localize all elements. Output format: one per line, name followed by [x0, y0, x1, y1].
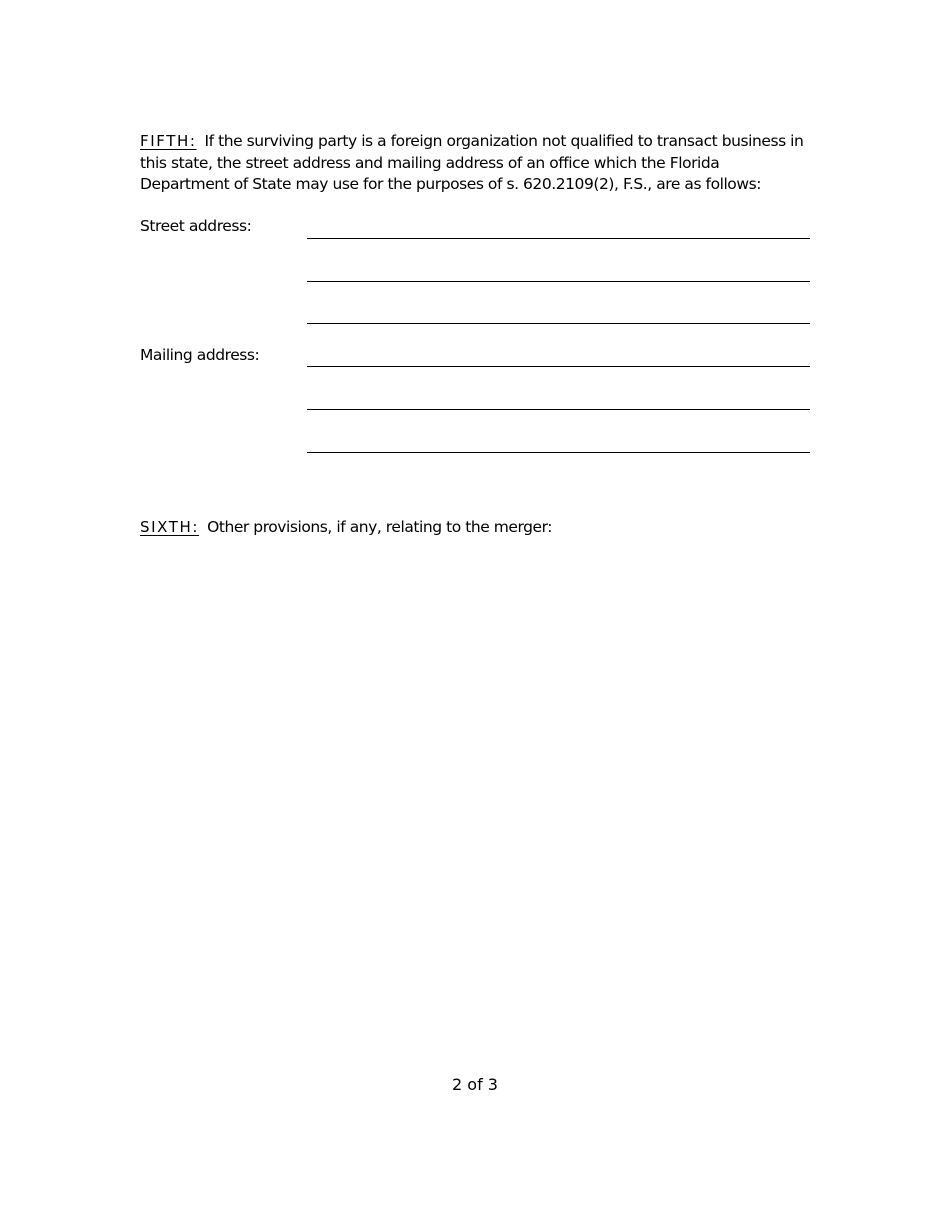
mailing-address-line-3[interactable] — [307, 452, 810, 453]
sixth-paragraph — [140, 517, 812, 539]
street-address-line-3[interactable] — [307, 323, 810, 324]
sixth-label: SIXTH: — [140, 518, 200, 536]
mailing-address-label: Mailing address: — [140, 346, 260, 364]
sixth-text: Other provisions, if any, relating to the merger: — [207, 518, 553, 536]
mailing-address-line-1[interactable] — [307, 366, 810, 367]
fifth-text: If the surviving party is a foreign organization not qualified to transact business in this state, the street address and mailing address of an office which the Florida Department of State may use for the purposes of s. 620.2109(2), F.S., are as follows: — [140, 132, 804, 193]
mailing-address-line-2[interactable] — [307, 409, 810, 410]
street-address-line-2[interactable] — [307, 281, 810, 282]
page-number: 2 of 3 — [452, 1075, 498, 1094]
street-address-line-1[interactable] — [307, 238, 810, 239]
fifth-label: FIFTH: — [140, 132, 197, 150]
fifth-paragraph — [140, 131, 812, 196]
street-address-label: Street address: — [140, 217, 252, 235]
